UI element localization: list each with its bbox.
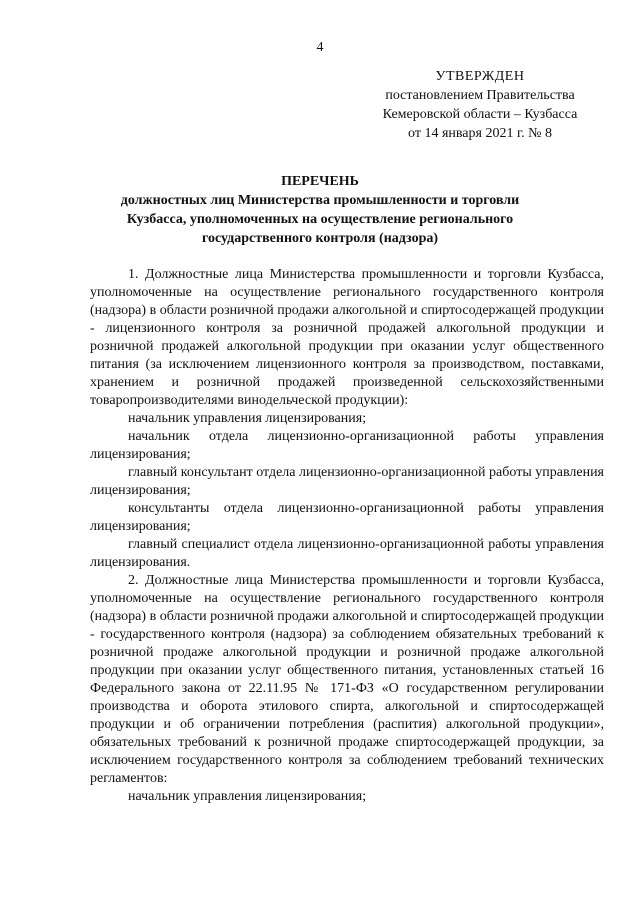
section-1-item: начальник отдела лицензионно-организационной работы управления лицензирования;: [90, 429, 604, 462]
document-heading: [90, 172, 550, 248]
approval-stamp: [360, 67, 600, 143]
approval-line-2: Кемеровской области – Кузбасса: [382, 107, 578, 122]
section-1-item: главный специалист отдела лицензионно-организационной работы управления лицензирования.: [90, 537, 604, 570]
page-number: 4: [316, 40, 324, 55]
section-1-item: начальник управления лицензирования;: [128, 411, 367, 426]
heading-title: ПЕРЕЧЕНЬ: [281, 174, 359, 189]
section-1-intro: 1. Должностные лица Министерства промышленности и торговли Кузбасса, уполномоченные на осуществление регионального государственного контроля (надзора) в области розничной продажи алкогольной и спиртосодержащей продукции - лицензионного контроля за розничной продажей алкогольной продукции и розничной продажей алкогольной продукции при оказании услуг общественного питания (за исключением лицензионного контроля за производством, поставками, хранением и розничной продажей произведенной сельскохозяйственными товаропроизводителями винодельческой продукции):: [90, 267, 604, 408]
approval-line-3: от 14 января 2021 г. № 8: [408, 126, 552, 141]
approval-line-1: постановлением Правительства: [385, 88, 575, 103]
heading-subtitle: должностных лиц Министерства промышленности и торговли Кузбасса, уполномоченных на осуществление регионального государственного контроля (надзора): [120, 193, 520, 246]
document-body: [90, 266, 604, 806]
approval-title: УТВЕРЖДЕН: [435, 69, 525, 84]
section-2-item: начальник управления лицензирования;: [128, 789, 367, 804]
section-1-item: консультанты отдела лицензионно-организационной работы управления лицензирования;: [90, 501, 604, 534]
section-2-intro: 2. Должностные лица Министерства промышленности и торговли Кузбасса, уполномоченные на осуществление регионального государственного контроля (надзора) в области розничной продажи алкогольной и спиртосодержащей продукции - государственного контроля (надзора) за соблюдением обязательных требований к розничной продаже алкогольной продукции и розничной продаже алкогольной продукции при оказании услуг общественного питания, установленных статьей 16 Федерального закона от 22.11.95 № 171-ФЗ «О государственном регулировании производства и оборота этилового спирта, алкогольной и спиртосодержащей продукции и об ограничении потребления (распития) алкогольной продукции», обязательных требований к розничной продаже спиртосодержащей продукции, за исключением государственного контроля за соблюдением требований технических регламентов:: [90, 573, 604, 786]
section-1-item: главный консультант отдела лицензионно-организационной работы управления лицензирования;: [90, 465, 604, 498]
